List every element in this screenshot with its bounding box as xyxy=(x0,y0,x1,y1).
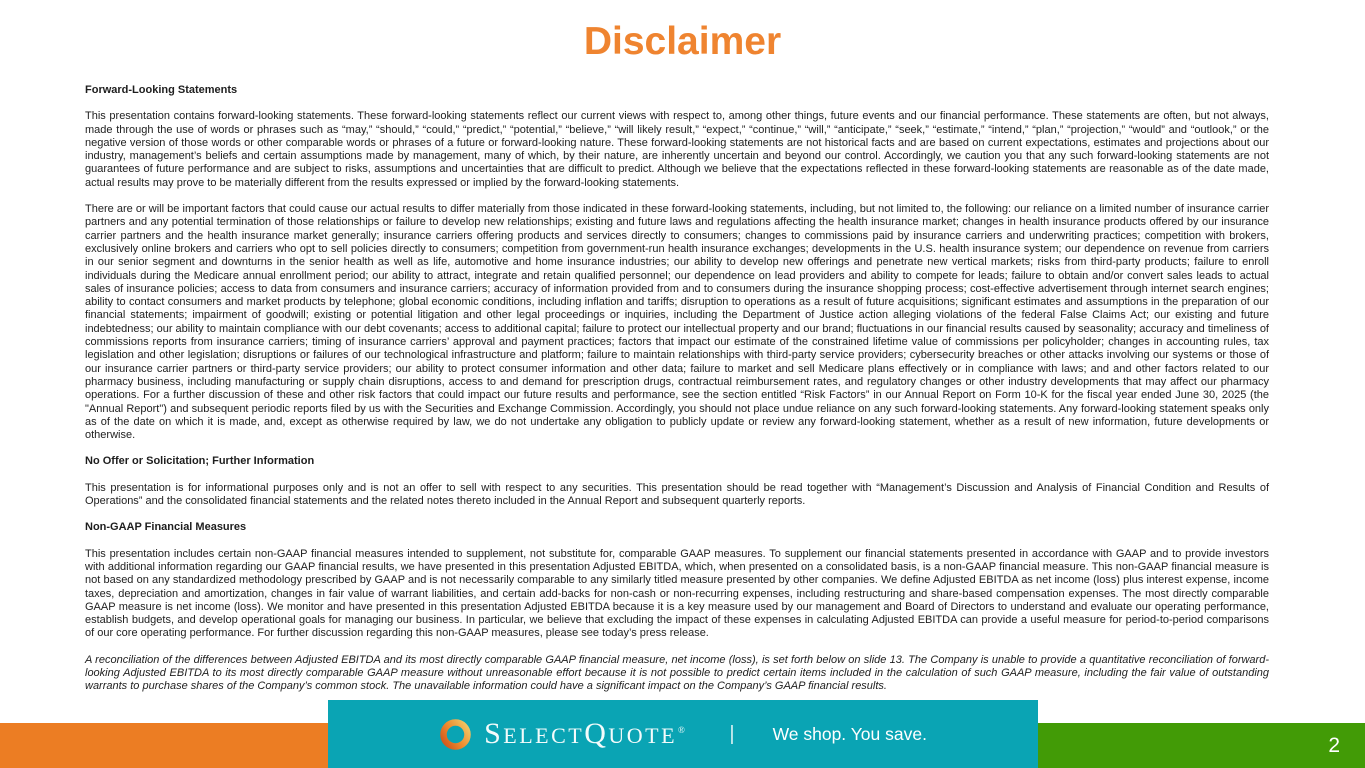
footer-green-bar xyxy=(1038,723,1365,768)
logo-letter-q: Q xyxy=(584,717,609,750)
page-title: Disclaimer xyxy=(583,20,782,63)
section-heading-no-offer: No Offer or Solicitation; Further Information xyxy=(85,455,315,468)
paragraph-no-offer: This presentation is for informational purposes only and is not an offer to sell with respect to any securities. This presentation should be read together with “Management’s Discussion and Analysis of Financial Condition and Results of Operations” and the consolidated financial statements and the related notes thereto included in the Annual Report and subsequent quarterly reports. xyxy=(85,481,1269,508)
selectquote-logo xyxy=(439,717,927,751)
paragraph-forward-looking-2: There are or will be important factors that could cause our actual results to differ materially from those indicated in these forward-looking statements, including, but not limited to, the following: our reliance on a limited number of insurance carrier partners and any potential termination of those relationships or failure to develop new relationships; existing and future laws and regulations affecting the health insurance market; changes in health insurance products offered by our insurance carrier partners and the health insurance market generally; insurance carriers offering products and services directly to consumers; changes to commissions paid by insurance carriers and underwriting practices; competition with brokers, exclusively online brokers and carriers who opt to sell policies directly to consumers; competition from government-run health insurance exchanges; developments in the U.S. health insurance system; our dependence on revenue from carriers in our senior segment and downturns in the senior health as well as life, automotive and home insurance industries; our ability to develop new offerings and penetrate new vertical markets; risks from third-party products; failure to enroll individuals during the Medicare annual enrollment period; our ability to attract, integrate and retain qualified personnel; our dependence on lead providers and ability to compete for leads; failure to obtain and/or convert sales leads to actual sales of insurance policies; access to data from consumers and insurance carriers; accuracy of information provided from and to consumers during the insurance shopping process; cost-effective advertisement through internet search engines; ability to contact consumers and market products by telephone; global economic conditions, including inflation and tariffs; disruption to operations as a result of future acquisitions; significant estimates and assumptions in the preparation of our financial statements; impairment of goodwill; existing or potential litigation and other legal proceedings or inquiries, including the Department of Justice action alleging violations of the federal False Claims Act; our existing and future indebtedness; our ability to maintain compliance with our debt covenants; access to additional capital; failure to protect our intellectual property and our brand; fluctuations in our financial results caused by seasonality; accuracy and timeliness of commissions reports from insurance carriers; timing of insurance carriers’ approval and payment practices; factors that impact our estimate of the constrained lifetime value of commissions per policyholder; changes in accounting rules, tax legislation and other legislation; disruptions or failures of our technological infrastructure and platform; failure to maintain relationships with third-party service providers; cybersecurity breaches or other attacks involving our systems or those of our insurance carrier partners or third-party service providers; our ability to protect consumer information and other data; failure to market and sell Medicare plans effectively or in compliance with laws; and and other factors related to our pharmacy business, including manufacturing or supply chain disruptions, access to and demand for prescription drugs, contractual reimbursement rates, and regulatory changes or other industry developments that may affect our pharmacy operations. For a further discussion of these and other risk factors that could impact our future results and performance, see the section entitled “Risk Factors” in our Annual Report on Form 10-K for the fiscal year ended June 30, 2025 (the "Annual Report") and subsequent periodic reports filed by us with the Securities and Exchange Commission. Accordingly, you should not place undue reliance on any such forward-looking statements. Any forward-looking statement speaks only as of the date on which it is made, and, except as otherwise required by law, we do not undertake any obligation to publicly update or review any forward-looking statement, whether as a result of new information, future developments or otherwise. xyxy=(85,203,1269,442)
page-number: 2 xyxy=(1328,733,1340,757)
footer-orange-bar xyxy=(0,723,328,768)
logo-letter-s: S xyxy=(484,717,504,750)
registered-trademark-icon: ® xyxy=(678,725,688,735)
paragraph-reconciliation-note: A reconciliation of the differences between Adjusted EBITDA and its most directly comparable GAAP financial measure, net income (loss), is set forth below on slide 13. The Company is unable to provide a quantitative reconciliation of forward-looking Adjusted EBITDA to its most directly comparable GAAP measure without unreasonable effort because it is not possible to predict certain items included in the calculation of such GAAP measure, including the fair value of outstanding warrants to purchase shares of the Company’s common stock. The unavailable information could have a significant impact on the Company’s GAAP financial results. xyxy=(85,653,1269,693)
disclaimer-body xyxy=(85,84,1269,707)
logo-letters-uote: UOTE xyxy=(608,723,678,748)
footer-teal-bar xyxy=(328,700,1038,768)
selectquote-ring-icon xyxy=(439,718,472,751)
logo-divider: | xyxy=(729,722,735,745)
selectquote-wordmark xyxy=(484,717,687,751)
paragraph-forward-looking-1: This presentation contains forward-looking statements. These forward-looking statements reflect our current views with respect to, among other things, future events and our financial performance. These statements are often, but not always, made through the use of words or phrases such as “may,” “should,” “could,” “predict,” “potential,” “believe,” “will likely result,” “expect,” “continue,” “will,” “anticipate,” “seek,” “estimate,” “intend,” “plan,” “projection,” “would” and “outlook,” or the negative version of those words or other comparable words or phrases of a future or forward-looking nature. These forward-looking statements are not historical facts and are based on current expectations, estimates and projections about our industry, management’s beliefs and certain assumptions made by management, many of which, by their nature, are inherently uncertain and beyond our control. Accordingly, we caution you that any such forward-looking statements are not guarantees of future performance and are subject to risks, assumptions and uncertainties that are difficult to predict. Although we believe that the expectations reflected in these forward-looking statements are reasonable as of the date made, actual results may prove to be materially different from the results expressed or implied by the forward-looking statements. xyxy=(85,110,1269,189)
paragraph-non-gaap: This presentation includes certain non-GAAP financial measures intended to supplement, not substitute for, comparable GAAP measures. To supplement our financial statements presented in accordance with GAAP and to provide investors with additional information regarding our GAAP financial results, we have presented in this presentation Adjusted EBITDA, which, when presented on a consolidated basis, is a non-GAAP financial measure. This non-GAAP financial measure is not based on any standardized methodology prescribed by GAAP and is not necessarily comparable to any similarly titled measure presented by other companies. We define Adjusted EBITDA as net income (loss) plus interest expense, income taxes, depreciation and amortization, changes in fair value of warrant liabilities, and certain add-backs for non-cash or non-recurring expenses, including restructuring and share-based compensation expenses. The most directly comparable GAAP measure is net income (loss). We monitor and have presented in this presentation Adjusted EBITDA because it is a key measure used by our management and Board of Directors to understand and evaluate our operating performance, establish budgets, and develop operational goals for managing our business. In particular, we believe that excluding the impact of these expenses in calculating Adjusted EBITDA can provide a useful measure for period-to-period comparisons of our core operating performance. For further discussion regarding this non-GAAP measures, please see today’s press release. xyxy=(85,547,1269,640)
brand-tagline: We shop. You save. xyxy=(772,723,927,744)
section-heading-non-gaap: Non-GAAP Financial Measures xyxy=(85,521,247,534)
logo-letters-elect: ELECT xyxy=(503,723,585,748)
section-heading-forward-looking: Forward-Looking Statements xyxy=(85,84,238,96)
